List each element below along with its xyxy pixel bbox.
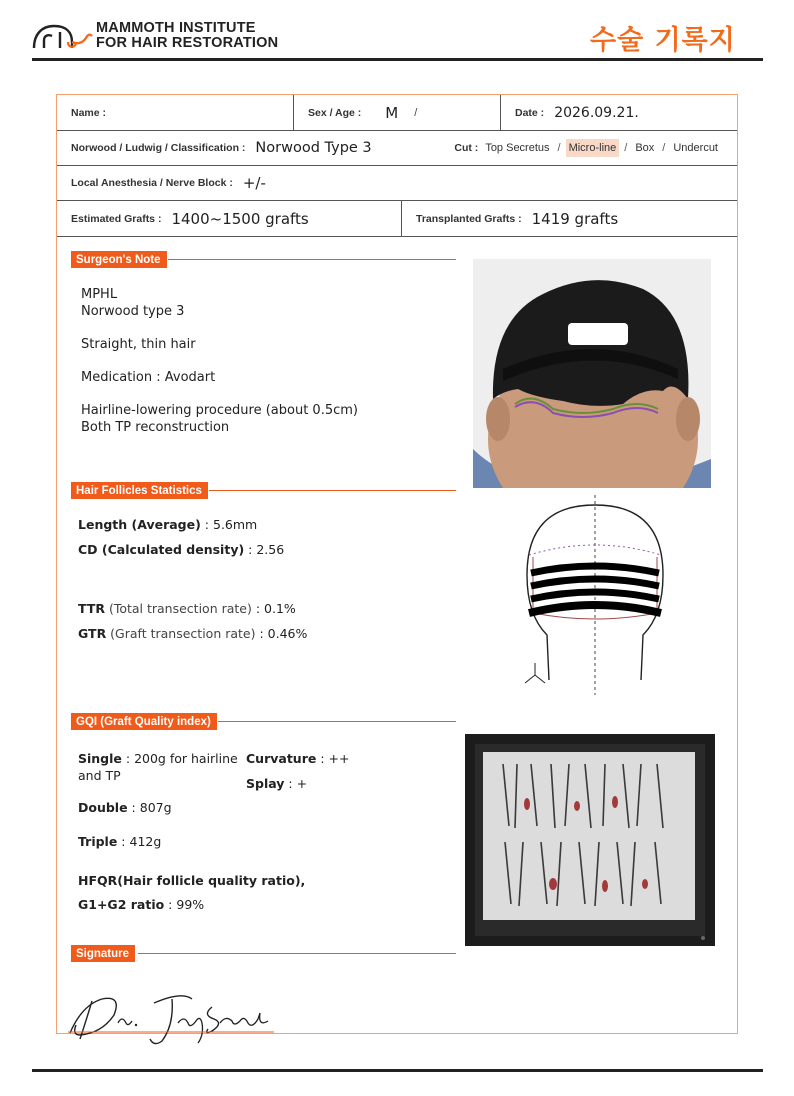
length-stat	[78, 517, 257, 532]
single-value: : 200g for hairline	[121, 751, 238, 766]
anesthesia-label: Local Anesthesia / Nerve Block :	[71, 177, 233, 189]
sex-age-label: Sex / Age :	[308, 106, 362, 119]
anesthesia-value: +/-	[242, 174, 266, 192]
cut-option-top-secretus[interactable]: Top Secretus	[485, 142, 550, 154]
splay-stat	[246, 776, 307, 791]
ttr-description: (Total transection rate)	[104, 601, 252, 616]
note-line: Straight, thin hair	[81, 337, 196, 352]
note-line: Norwood type 3	[81, 304, 185, 319]
note-line: Medication : Avodart	[81, 370, 216, 385]
logo-line-2: FOR HAIR RESTORATION	[96, 35, 279, 51]
note-line: Both TP reconstruction	[81, 420, 230, 435]
gtr-label: GTR	[78, 626, 107, 641]
cd-value: : 2.56	[244, 542, 285, 557]
gqi-heading: GQI (Graft Quality index)	[71, 713, 217, 730]
cut-option-micro-line[interactable]: Micro-line	[566, 139, 620, 157]
classification-value: Norwood Type 3	[255, 140, 372, 156]
cut-label: Cut :	[454, 142, 479, 154]
estimated-grafts-value: 1400~1500 grafts	[171, 209, 309, 228]
logo-wordmark	[96, 21, 278, 51]
gtr-description: (Graft transection rate)	[106, 626, 256, 641]
cut-option-undercut[interactable]: Undercut	[673, 142, 718, 154]
ttr-stat	[78, 601, 296, 616]
double-stat	[78, 800, 172, 815]
classification-cell[interactable]	[57, 131, 372, 165]
triple-stat	[78, 834, 161, 849]
statistics-rule	[209, 490, 456, 491]
splay-label: Splay	[246, 776, 285, 791]
hfqr-stat	[78, 873, 305, 888]
estimated-grafts-cell[interactable]	[57, 201, 402, 236]
patient-hairline-photo	[473, 259, 711, 488]
note-line: MPHL	[81, 287, 118, 302]
splay-value: : +	[284, 776, 308, 791]
single-label: Single	[78, 751, 122, 766]
single-stat	[78, 750, 238, 784]
length-label: Length (Average)	[78, 517, 201, 532]
top-divider	[32, 58, 763, 61]
estimated-grafts-label: Estimated Grafts :	[71, 212, 162, 225]
cd-label: CD (Calculated density)	[78, 542, 245, 557]
surgeons-note-rule	[168, 259, 456, 260]
sex-value: M	[385, 103, 399, 122]
bottom-divider	[32, 1069, 763, 1072]
surgeons-note-body	[81, 286, 358, 436]
date-value: 2026.09.21.	[554, 104, 639, 121]
transplanted-grafts-cell[interactable]	[402, 201, 737, 236]
name-label: Name :	[71, 106, 107, 119]
transplanted-grafts-value: 1419 grafts	[531, 209, 619, 228]
classification-label: Norwood / Ludwig / Classification :	[71, 142, 246, 154]
info-row-4	[57, 201, 737, 237]
single-value-line-2: and TP	[78, 768, 121, 783]
transplanted-grafts-label: Transplanted Grafts :	[416, 212, 522, 225]
age-separator: /	[414, 106, 418, 119]
length-value: : 5.6mm	[200, 517, 258, 532]
name-cell[interactable]	[57, 95, 294, 130]
hfqr-label: HFQR(Hair follicle quality ratio),	[78, 873, 306, 888]
g1g2-value: : 99%	[164, 897, 205, 912]
triple-value: : 412g	[117, 834, 162, 849]
cut-options: Cut : Top Secretus / Micro-line / Box / Undercut	[454, 139, 737, 157]
ttr-value: : 0.1%	[251, 601, 296, 616]
info-row-2	[57, 131, 737, 166]
graft-monitor-photo	[465, 734, 715, 946]
info-row-1	[57, 95, 737, 131]
double-label: Double	[78, 800, 128, 815]
logo-line-1: MAMMOTH INSTITUTE	[96, 20, 256, 36]
note-line: Hairline-lowering procedure (about 0.5cm)	[81, 403, 358, 418]
date-cell[interactable]	[501, 95, 737, 130]
signature-rule	[138, 953, 456, 954]
sex-age-cell[interactable]	[294, 95, 501, 130]
g1g2-stat	[78, 897, 204, 912]
triple-label: Triple	[78, 834, 118, 849]
cd-stat	[78, 542, 284, 557]
double-value: : 807g	[127, 800, 172, 815]
document-title: 수술 기록지	[590, 25, 736, 56]
statistics-heading: Hair Follicles Statistics	[71, 482, 208, 499]
gqi-rule	[218, 721, 456, 722]
g1g2-label: G1+G2 ratio	[78, 897, 165, 912]
anesthesia-cell[interactable]	[57, 166, 266, 200]
signature-heading: Signature	[71, 945, 135, 962]
gtr-value: : 0.46%	[255, 626, 308, 641]
ttr-label: TTR	[78, 601, 105, 616]
info-row-3	[57, 166, 737, 201]
date-label: Date :	[515, 106, 545, 119]
handwritten-signature	[62, 985, 277, 1050]
mammoth-logo-icon	[32, 20, 94, 50]
curvature-stat	[246, 751, 349, 766]
surgeons-note-heading: Surgeon's Note	[71, 251, 167, 268]
gtr-stat	[78, 626, 307, 641]
curvature-value: : ++	[316, 751, 350, 766]
curvature-label: Curvature	[246, 751, 317, 766]
scalp-donor-diagram	[515, 495, 675, 695]
cut-option-box[interactable]: Box	[635, 142, 655, 154]
